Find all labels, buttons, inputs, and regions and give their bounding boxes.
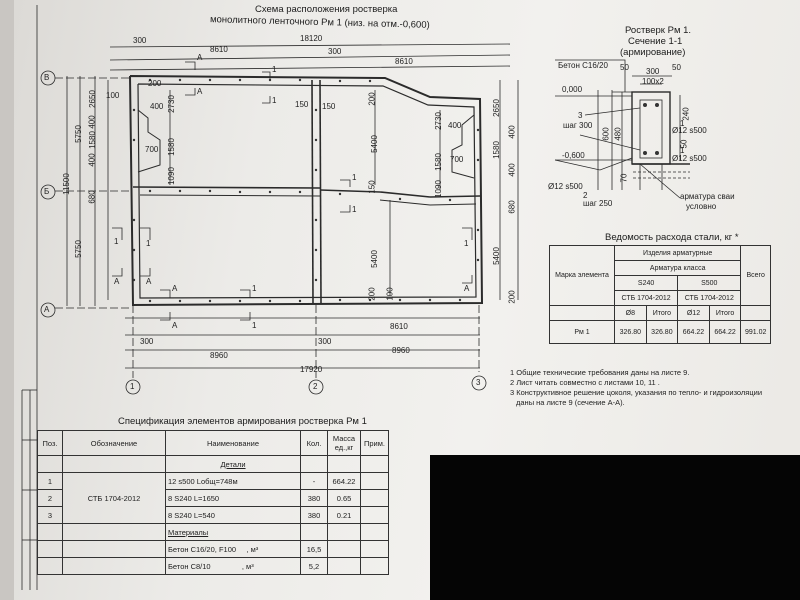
dim-left-400b: 400 bbox=[87, 153, 97, 167]
section-mark-a-bottom2: А bbox=[172, 321, 178, 330]
dim-center-5400b: 5400 bbox=[369, 250, 379, 268]
spec-header-qty: Кол. bbox=[301, 431, 328, 456]
spec-cell-qty: - bbox=[301, 473, 328, 490]
dim-right-400: 400 bbox=[448, 121, 462, 130]
dim-center-200a: 200 bbox=[367, 92, 377, 106]
dim-left-1580: 1580 bbox=[87, 131, 97, 149]
dim-inner-1090: 1090 bbox=[166, 167, 176, 185]
dim-right-1090: 1090 bbox=[433, 180, 443, 198]
redacted-area bbox=[430, 455, 800, 600]
section-callout-1a: 1 bbox=[680, 119, 685, 128]
dim-center-150c: 150 bbox=[367, 180, 377, 194]
section-dim-50c: 50 bbox=[679, 139, 689, 149]
dim-top-300b: 300 bbox=[328, 47, 342, 56]
dim-bottom-8610: 8610 bbox=[390, 322, 408, 331]
ved-itogo1: Итого bbox=[646, 306, 678, 321]
section-dim-300: 300 bbox=[646, 67, 660, 76]
spec-material-name: Бетон С8/10 bbox=[168, 561, 211, 571]
spec-material-unit: , м³ bbox=[241, 561, 254, 571]
ved-d8: Ø8 bbox=[615, 306, 647, 321]
dim-inner-200: 200 bbox=[148, 79, 162, 88]
axis-label-1: 1 bbox=[130, 382, 135, 391]
spec-details-label: Детали bbox=[166, 456, 301, 473]
ved-mark-header: Марка элемента bbox=[550, 246, 615, 306]
dim-center-150a: 150 bbox=[295, 100, 309, 109]
spec-header-name: Наименование bbox=[166, 431, 301, 456]
spec-material-qty: 16,5 bbox=[301, 541, 328, 558]
spec-cell-mass: 0.65 bbox=[328, 490, 361, 507]
section-dim-240: 240 bbox=[681, 107, 691, 121]
dim-bottom-8960b: 8960 bbox=[392, 346, 410, 355]
section-mark-1-top2: 1 bbox=[272, 96, 277, 105]
section-mark-1-mid: 1 bbox=[352, 173, 357, 182]
ved-total-header: Всего bbox=[741, 246, 771, 306]
spec-cell-std: СТБ 1704-2012 bbox=[63, 473, 166, 524]
spec-cell-pos: 1 bbox=[38, 473, 63, 490]
spec-materials-label: Материалы bbox=[166, 524, 301, 541]
dim-bottom-300b: 300 bbox=[318, 337, 332, 346]
dim-bottom-300a: 300 bbox=[140, 337, 154, 346]
dim-left-100: 100 bbox=[106, 91, 120, 100]
spec-cell-qty: 380 bbox=[301, 490, 328, 507]
dim-center-150b: 150 bbox=[322, 102, 336, 111]
axis-label-v: В bbox=[44, 73, 50, 82]
ved-s500: S500 bbox=[678, 276, 741, 291]
specification-table bbox=[37, 430, 389, 575]
section-title-line2: Сечение 1-1 bbox=[628, 36, 683, 47]
table-row bbox=[38, 473, 389, 490]
section-title-line1: Ростверк Рм 1. bbox=[625, 25, 692, 36]
dim-left-5750b: 5750 bbox=[73, 240, 83, 258]
dim-right-1580: 1580 bbox=[433, 153, 443, 171]
section-mark-a-top2: А bbox=[197, 87, 203, 96]
dim-top-300a: 300 bbox=[133, 36, 147, 45]
spec-cell-pos: 3 bbox=[38, 507, 63, 524]
section-dim-480: 480 bbox=[613, 127, 623, 141]
spec-cell-name: 8 S240 L=1650 bbox=[166, 490, 301, 507]
spec-cell-qty: 380 bbox=[301, 507, 328, 524]
section-mark-1-bottom: 1 bbox=[252, 284, 257, 293]
section-mark-a-right: А bbox=[464, 284, 470, 293]
dim-right-2730: 2730 bbox=[433, 112, 443, 130]
dim-inner-1580: 1580 bbox=[166, 138, 176, 156]
dim-bottom-total: 17920 bbox=[300, 365, 323, 374]
note-line: 2 Лист читать совместно с листами 10, 11 . bbox=[510, 378, 660, 387]
dim-top-right: 8610 bbox=[395, 57, 413, 66]
spec-title: Спецификация элементов армирования ростверка Рм 1 bbox=[118, 416, 367, 427]
dim-far-right-5400: 5400 bbox=[491, 247, 501, 265]
dim-far-right-400a: 400 bbox=[507, 125, 517, 139]
spec-header-oboz: Обозначение bbox=[63, 431, 166, 456]
section-mark-1-top: 1 bbox=[272, 65, 277, 74]
section-title-line3: (армирование) bbox=[620, 47, 686, 58]
ved-s240: S240 bbox=[615, 276, 678, 291]
dim-left-680: 680 bbox=[87, 190, 97, 204]
dim-left-11500: 11500 bbox=[61, 173, 71, 195]
section-pile-label1: арматура сваи bbox=[680, 192, 735, 201]
section-step-300: шаг 300 bbox=[563, 121, 593, 130]
spec-header-note: Прим. bbox=[361, 431, 389, 456]
spec-header-pos: Поз. bbox=[38, 431, 63, 456]
dim-top-left: 8610 bbox=[210, 45, 228, 54]
axis-label-2: 2 bbox=[313, 382, 318, 391]
dim-far-right-1580: 1580 bbox=[491, 141, 501, 159]
spec-cell-name: 12 s500 Lобщ=748м bbox=[166, 473, 301, 490]
axis-label-b: Б bbox=[44, 187, 50, 196]
dim-left-2650: 2650 bbox=[87, 90, 97, 108]
table-row bbox=[550, 321, 771, 344]
section-dim-600: 600 bbox=[601, 127, 611, 141]
dim-far-right-200: 200 bbox=[507, 290, 517, 304]
section-pile-label2: условно bbox=[686, 202, 717, 211]
spec-cell-mass: 0.21 bbox=[328, 507, 361, 524]
section-concrete-label: Бетон С16/20 bbox=[558, 61, 608, 70]
section-callout-2: 2 bbox=[583, 191, 588, 200]
section-mark-a-top: А bbox=[197, 53, 203, 62]
section-dim-50a: 50 bbox=[620, 63, 629, 72]
section-step-250: шаг 250 bbox=[583, 199, 613, 208]
ved-row-v3: 664.22 bbox=[678, 321, 710, 344]
section-mark-a-bottom: А bbox=[172, 284, 178, 293]
section-mark-1-mid2: 1 bbox=[352, 205, 357, 214]
dim-far-right-2650: 2650 bbox=[491, 99, 501, 117]
ved-itogo2: Итого bbox=[709, 306, 741, 321]
section-mark-1-bottom2: 1 bbox=[252, 321, 257, 330]
dim-inner-400: 400 bbox=[150, 102, 164, 111]
vedomost-title: Ведомость расхода стали, кг * bbox=[605, 232, 739, 243]
dim-inner-700: 700 bbox=[145, 145, 159, 154]
ved-row-v1: 326.80 bbox=[615, 321, 647, 344]
spec-material-qty: 5,2 bbox=[301, 558, 328, 575]
dim-center-200b: 200 bbox=[367, 287, 377, 301]
ved-row-v2: 326.80 bbox=[646, 321, 678, 344]
ved-std2: СТБ 1704-2012 bbox=[678, 291, 741, 306]
dim-left-400a: 400 bbox=[87, 115, 97, 129]
dim-center-5400a: 5400 bbox=[369, 135, 379, 153]
ved-class-header: Арматура класса bbox=[615, 261, 741, 276]
ved-row-mark: Рм 1 bbox=[550, 321, 615, 344]
general-notes bbox=[510, 368, 762, 408]
plan-title-line2: монолитного ленточного Рм 1 (низ. на отм.-0,600) bbox=[209, 14, 430, 31]
axis-label-a: А bbox=[44, 305, 50, 314]
ved-std1: СТБ 1704-2012 bbox=[615, 291, 678, 306]
section-level-600: -0,600 bbox=[562, 151, 585, 160]
section-rebar-b: Ø12 s500 bbox=[672, 154, 707, 163]
spec-cell-name: 8 S240 L=540 bbox=[166, 507, 301, 524]
section-callout-1b: 1 bbox=[680, 146, 685, 155]
spec-cell-mass: 664.22 bbox=[328, 473, 361, 490]
spec-material-name: Бетон С16/20, F100 bbox=[168, 544, 237, 554]
ved-row-v5: 991.02 bbox=[741, 321, 771, 344]
section-mark-a-left: А bbox=[114, 277, 120, 286]
ved-row-v4: 664.22 bbox=[709, 321, 741, 344]
section-level-0: 0,000 bbox=[562, 85, 583, 94]
spec-cell-pos: 2 bbox=[38, 490, 63, 507]
section-mark-1-left: 1 bbox=[114, 237, 119, 246]
table-row bbox=[38, 541, 389, 558]
ved-items-header: Изделия арматурные bbox=[615, 246, 741, 261]
section-dim-70: 70 bbox=[619, 173, 629, 183]
table-row bbox=[38, 558, 389, 575]
dim-far-right-680: 680 bbox=[507, 200, 517, 214]
section-dim-50b: 50 bbox=[672, 63, 681, 72]
section-dim-100x2: 100x2 bbox=[642, 77, 664, 86]
ved-d12: Ø12 bbox=[678, 306, 710, 321]
dim-inner-2730: 2730 bbox=[166, 95, 176, 113]
dim-far-right-400b: 400 bbox=[507, 163, 517, 177]
note-line: 1 Общие технические требования даны на листе 9. bbox=[510, 368, 690, 377]
axis-label-3: 3 bbox=[476, 378, 481, 387]
dim-right-700: 700 bbox=[450, 155, 464, 164]
steel-consumption-table bbox=[549, 245, 771, 344]
dim-bottom-8960a: 8960 bbox=[210, 351, 228, 360]
section-mark-1-left2: 1 bbox=[146, 239, 151, 248]
section-rebar-a: Ø12 s500 bbox=[672, 126, 707, 135]
note-line: даны на листе 9 (сечение А-А). bbox=[516, 398, 625, 407]
section-callout-3: 3 bbox=[578, 111, 583, 120]
spec-header-mass: Масса ед.,кг bbox=[328, 431, 361, 456]
dim-top-total: 18120 bbox=[300, 34, 323, 43]
section-rebar-c: Ø12 s500 bbox=[548, 182, 583, 191]
spec-material-unit: , м³ bbox=[246, 544, 259, 554]
section-mark-1-right: 1 bbox=[464, 239, 469, 248]
note-line: 3 Конструктивное решение цоколя, указания по тепло- и гидроизоляции bbox=[510, 388, 763, 397]
plan-title-line1: Схема расположения ростверка bbox=[255, 4, 398, 15]
dim-center-100: 100 bbox=[385, 287, 395, 301]
dim-left-5750a: 5750 bbox=[73, 125, 83, 143]
section-mark-a-left2: А bbox=[146, 277, 152, 286]
